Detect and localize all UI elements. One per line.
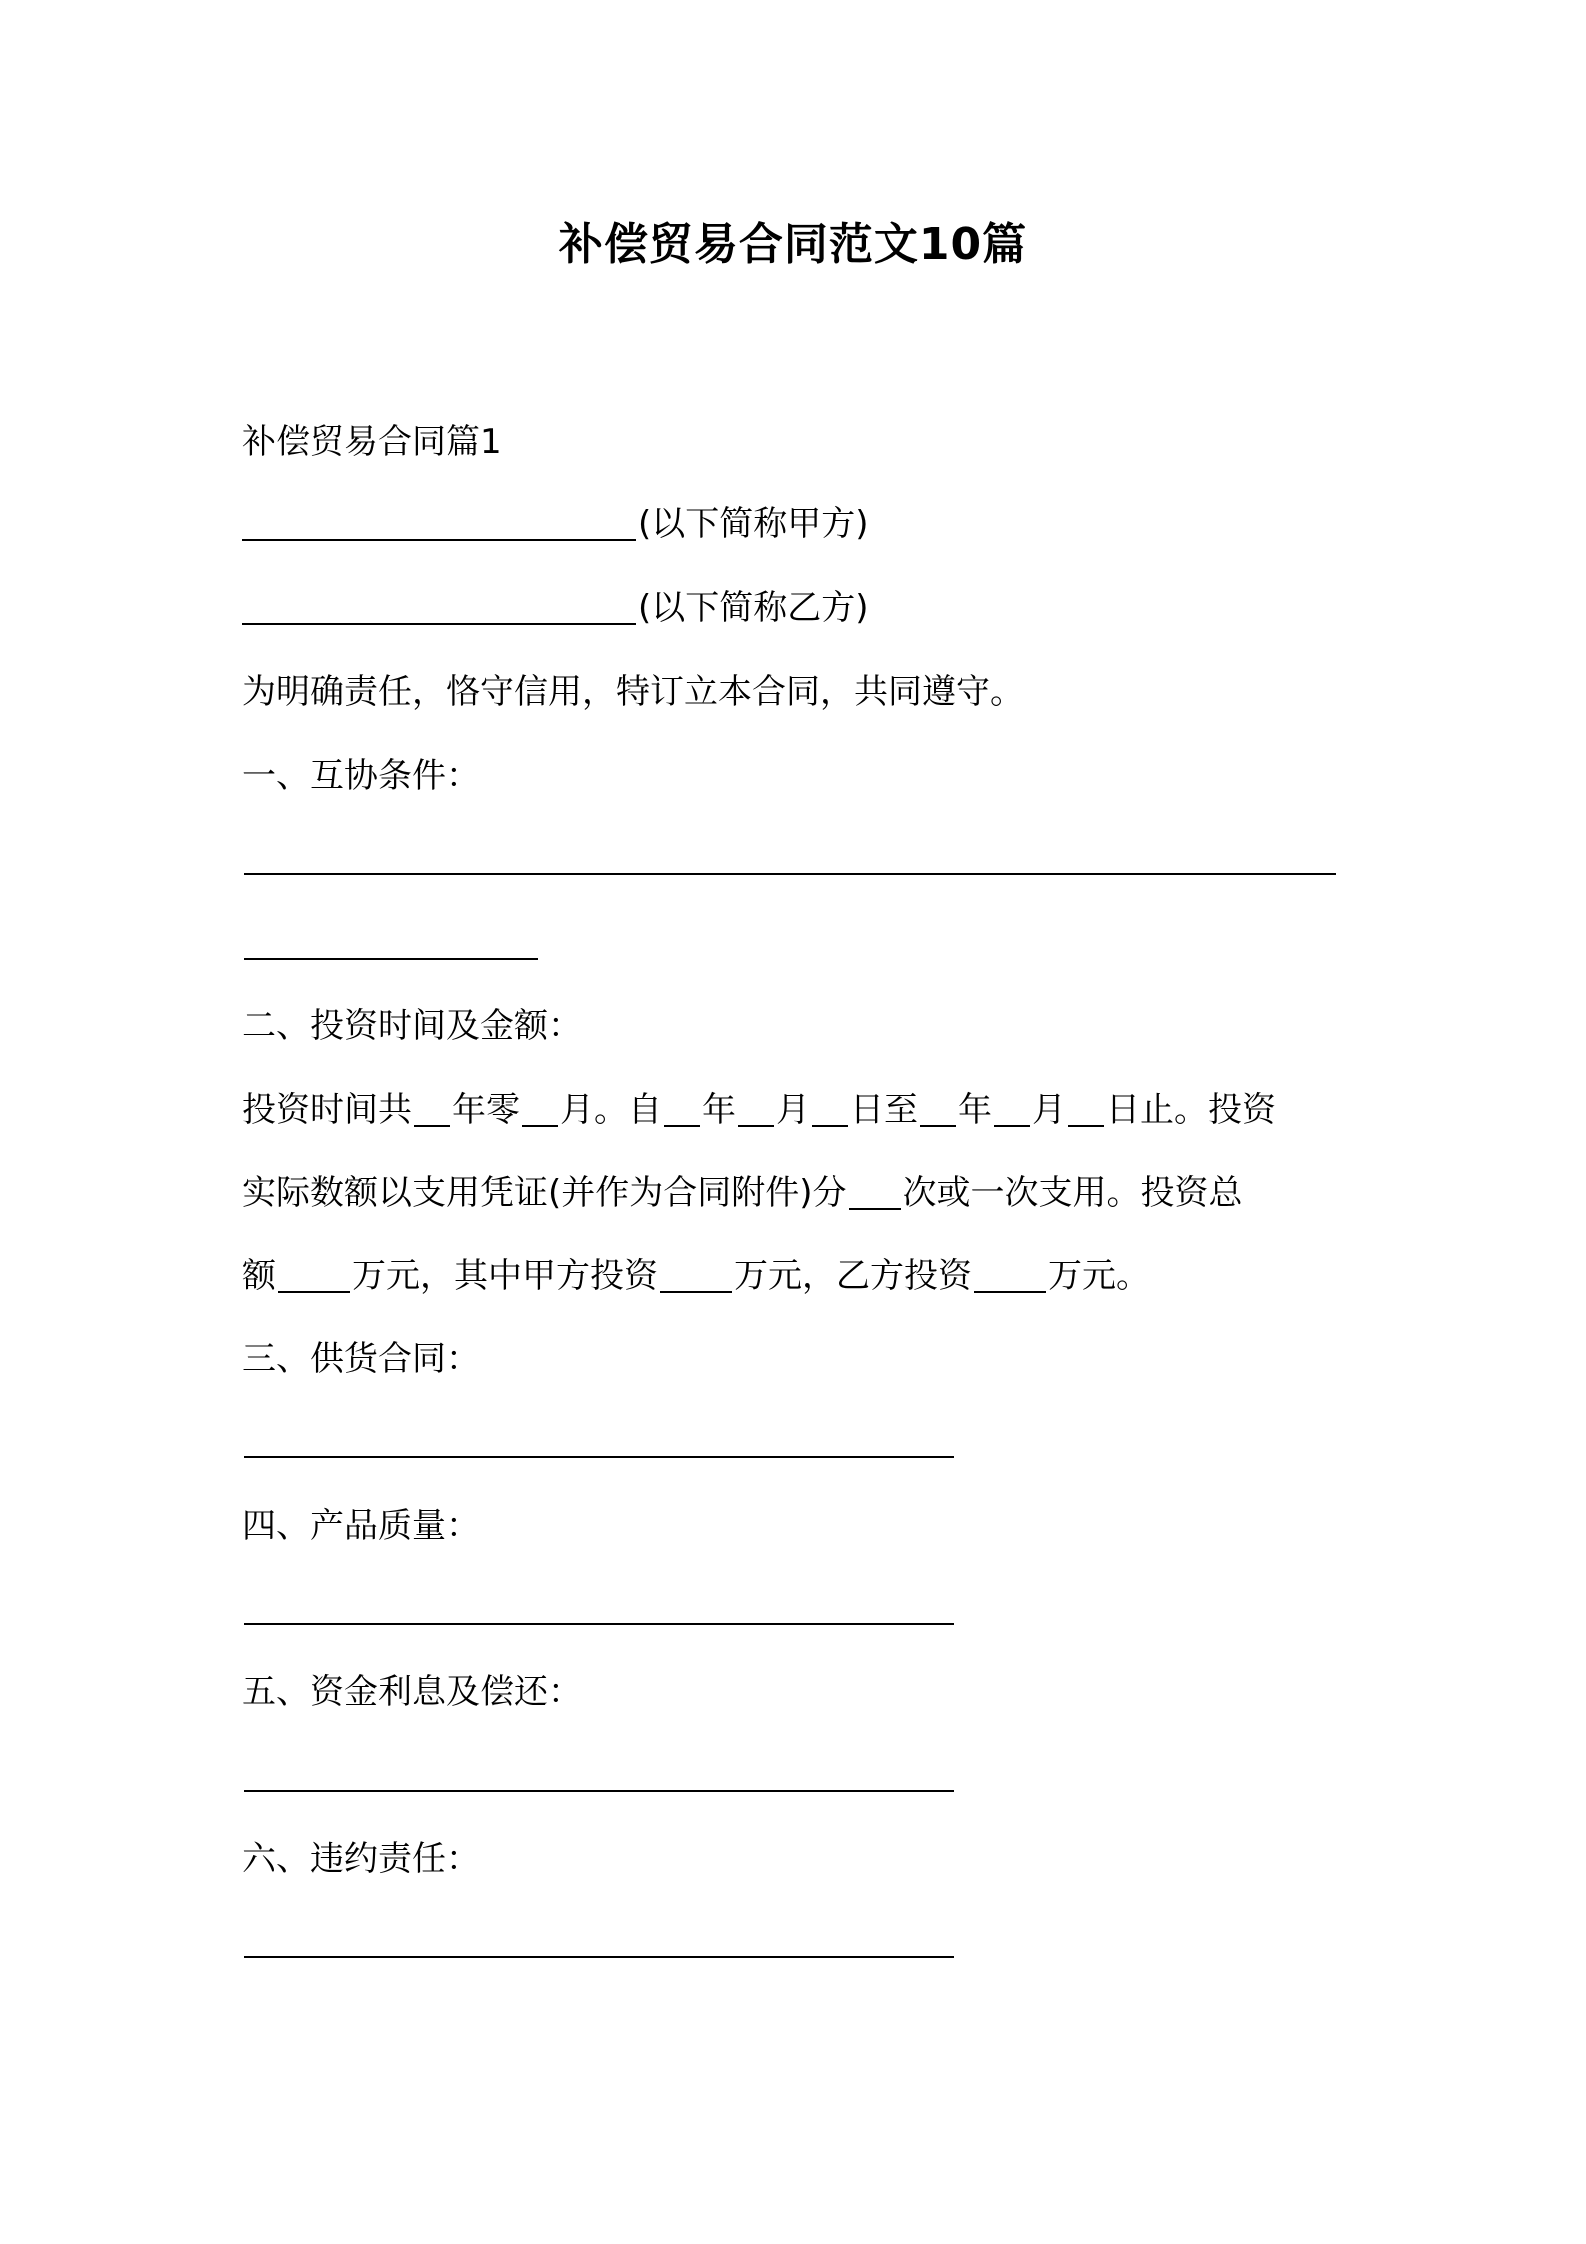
start-month-blank [738, 1125, 774, 1127]
text-segment: 日至 [850, 1090, 918, 1130]
end-year-blank [920, 1125, 956, 1127]
end-month-blank [994, 1125, 1030, 1127]
text-segment: 万元，其中甲方投资 [352, 1256, 658, 1296]
text-segment: 万元，乙方投资 [734, 1256, 972, 1296]
text-segment: 年 [702, 1090, 736, 1130]
text-segment: 次或一次支用。投资总 [902, 1173, 1243, 1213]
text-segment: 日止。投资 [1106, 1090, 1276, 1130]
text-segment: 额 [242, 1256, 276, 1296]
clause-2-body-line-1 [242, 1080, 1276, 1140]
text-segment: 年零 [452, 1090, 520, 1130]
text-segment: 月 [1032, 1090, 1066, 1130]
text-segment: 年 [958, 1090, 992, 1130]
party-a-suffix: (以下简称甲方) [638, 504, 869, 544]
clause-4-blank-line [244, 1623, 954, 1625]
start-day-blank [812, 1125, 848, 1127]
clause-5-blank-line [244, 1790, 954, 1792]
section-heading: 补偿贸易合同篇1 [242, 422, 502, 462]
clause-1-heading: 一、互协条件： [242, 756, 480, 796]
clause-4-heading: 四、产品质量： [242, 1506, 480, 1546]
clause-2-heading: 二、投资时间及金额： [242, 1006, 582, 1046]
party-a-line [242, 494, 869, 554]
clause-5-heading: 五、资金利息及偿还： [242, 1672, 582, 1712]
document-title: 补偿贸易合同范文10篇 [558, 219, 1028, 270]
preamble: 为明确责任，恪守信用，特订立本合同，共同遵守。 [242, 672, 1024, 712]
clause-2-body-line-3 [242, 1246, 1150, 1306]
party-a-name-blank [242, 539, 636, 541]
text-segment: 实际数额以支用凭证(并作为合同附件)分 [242, 1173, 847, 1213]
clause-1-blank-line-2 [244, 958, 538, 960]
party-b-investment-blank [974, 1291, 1046, 1293]
clause-2-body-line-2 [242, 1163, 1243, 1223]
party-b-line [242, 578, 869, 638]
text-segment: 月 [776, 1090, 810, 1130]
party-a-investment-blank [660, 1291, 732, 1293]
years-blank [414, 1125, 450, 1127]
clause-3-blank-line [244, 1456, 954, 1458]
clause-6-heading: 六、违约责任： [242, 1839, 480, 1879]
end-day-blank [1068, 1125, 1104, 1127]
text-segment: 万元。 [1048, 1256, 1150, 1296]
total-investment-blank [278, 1291, 350, 1293]
clause-1-blank-line [244, 873, 1336, 875]
clause-3-heading: 三、供货合同： [242, 1339, 480, 1379]
start-year-blank [664, 1125, 700, 1127]
months-blank [522, 1125, 558, 1127]
installments-blank [849, 1208, 901, 1210]
party-b-suffix: (以下简称乙方) [638, 588, 869, 628]
clause-6-blank-line [244, 1956, 954, 1958]
text-segment: 投资时间共 [242, 1090, 412, 1130]
party-b-name-blank [242, 623, 636, 625]
text-segment: 月。自 [560, 1090, 662, 1130]
